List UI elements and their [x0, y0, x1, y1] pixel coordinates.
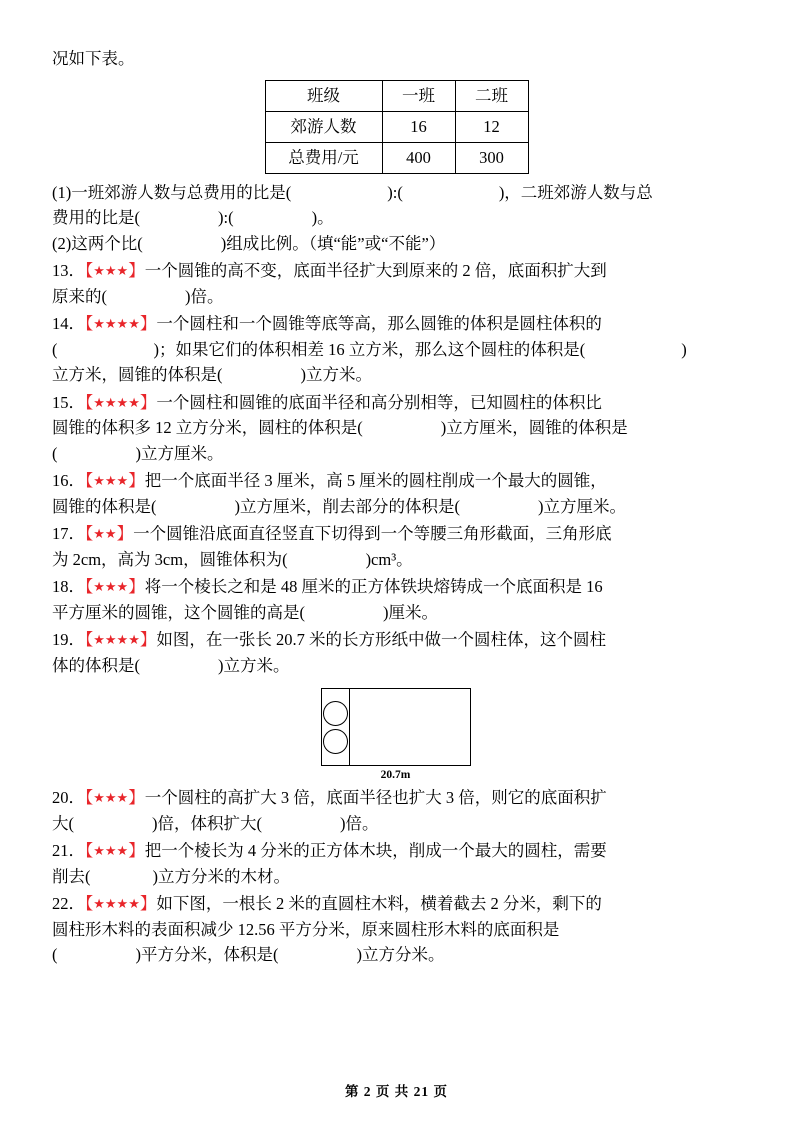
table-cell-class2: 二班	[455, 80, 528, 111]
figure-cylinder-paper	[52, 688, 741, 781]
question-text: 体的体积是(	[52, 655, 140, 675]
table-cell-class1: 16	[382, 111, 455, 142]
sub-question-1-cont	[52, 205, 741, 231]
star-rating: ★★★	[93, 473, 129, 488]
sq1-text-e: ):(	[218, 208, 234, 227]
question-text: 如下图，一根长 2 米的直圆柱木料，横着截去 2 分米，剩下的	[156, 894, 602, 913]
star-rating: ★★★★	[93, 632, 140, 647]
question-13: 13．【★★★】一个圆锥的高不变，底面半径扩大到原来的 2 倍，底面积扩大到 原来的( )倍。	[52, 261, 607, 306]
sq1-text-a: (1)一班郊游人数与总费用的比是(	[52, 182, 292, 202]
divider-line	[349, 689, 351, 765]
question-17: 17．【★★】一个圆锥沿底面直径竖直下切得到一个等腰三角形截面，三角形底 为 2cm，高为 3cm，圆锥体积为( )cm³。	[52, 524, 612, 569]
question-text: 一个圆柱和圆锥的底面半径和高分别相等，已知圆柱的体积比	[156, 392, 602, 412]
question-text: )立方米。	[218, 655, 290, 675]
data-table-wrap	[52, 80, 741, 174]
question-16: 16．【★★★】把一个底面半径 3 厘米，高 5 厘米的圆柱削成一个最大的圆锥， 圆锥的体积是( )立方厘米，削去部分的体积是( )立方厘米。	[52, 471, 626, 516]
question-text: 削去(	[52, 866, 91, 886]
question-text: 一个圆柱和一个圆锥等底等高，那么圆锥的体积是圆柱体积的	[156, 314, 602, 333]
figure-body	[321, 688, 473, 781]
table-cell-label: 总费用/元	[265, 142, 382, 173]
question-text: )立方分米。	[356, 945, 445, 964]
question-number: 17．	[52, 524, 85, 543]
question-number: 19．	[52, 630, 85, 649]
question-text: 把一个棱长为 4 分米的正方体木块，削成一个最大的圆柱，需要	[144, 841, 607, 860]
circle-bottom	[323, 729, 348, 754]
question-text: )立方厘米。	[135, 443, 224, 463]
table-row	[265, 142, 528, 173]
question-text: 如图，在一张长 20.7 米的长方形纸中做一个圆柱体，这个圆柱	[156, 630, 606, 649]
sq1-text-f: )。	[311, 208, 334, 227]
sq1-text-c: )，二班郊游人数与总	[498, 182, 653, 202]
star-rating: ★★★★	[93, 394, 140, 410]
question-text: 一个圆锥沿底面直径竖直下切得到一个等腰三角形截面，三角形底	[133, 524, 612, 543]
question-21: 21．【★★★】把一个棱长为 4 分米的正方体木块，削成一个最大的圆柱，需要 削去( )立方分米的木材。	[52, 841, 607, 886]
question-text: 一个圆柱的高扩大 3 倍，底面半径也扩大 3 倍，则它的底面积扩	[144, 788, 607, 807]
star-rating: ★★★	[93, 790, 129, 805]
sub-question-2	[52, 231, 741, 257]
question-text: )立方厘米。	[538, 496, 626, 516]
question-text: (	[52, 443, 58, 463]
question-text: 圆柱形木料的表面积减少 12.56 平方分米，原来圆柱形木料的底面积是	[52, 919, 560, 939]
question-text: )；如果它们的体积相差 16 立方米，那么这个圆柱的体积是(	[153, 339, 586, 359]
page-footer: 第 2 页 共 21 页	[344, 1084, 449, 1099]
question-18: 18．【★★★】将一个棱长之和是 48 厘米的正方体铁块熔铸成一个底面积是 16 平方厘米的圆锥，这个圆锥的高是( )厘米。	[52, 577, 603, 622]
question-text: )立方分米的木材。	[152, 866, 290, 886]
table-row	[265, 111, 528, 142]
star-rating: ★★★	[93, 579, 129, 594]
question-text: 平方厘米的圆锥，这个圆锥的高是(	[52, 602, 305, 622]
question-text: 圆锥的体积多 12 立方分米，圆柱的体积是(	[52, 418, 363, 437]
question-text: )平方分米，体积是(	[135, 945, 279, 964]
table-row	[265, 80, 528, 111]
question-14: 14．【★★★★】一个圆柱和一个圆锥等底等高，那么圆锥的体积是圆柱体积的 ( )；如果它们的体积相差 16 立方米，那么这个圆柱的体积是( ) 立方米，圆锥的体积是( )立方米。	[52, 314, 687, 384]
sub-question-1	[52, 180, 741, 206]
question-15: 15．【★★★★】一个圆柱和圆锥的底面半径和高分别相等，已知圆柱的体积比 圆锥的体积多 12 立方分米，圆柱的体积是( )立方厘米，圆锥的体积是 ( )立方厘米。	[52, 392, 628, 463]
question-text: )	[681, 339, 687, 359]
star-rating: ★★★★	[93, 896, 140, 911]
question-text: 圆锥的体积是(	[52, 496, 157, 516]
question-text: )倍。	[340, 813, 379, 833]
table-cell-class1: 一班	[382, 80, 455, 111]
question-text: )立方米。	[300, 365, 372, 384]
star-rating: ★★★★	[93, 316, 140, 331]
question-text: )倍。	[185, 286, 224, 306]
question-20: 20．【★★★】一个圆柱的高扩大 3 倍，底面半径也扩大 3 倍，则它的底面积扩 大( )倍，体积扩大( )倍。	[52, 788, 607, 833]
question-number: 20．	[52, 788, 85, 807]
question-text: )倍，体积扩大(	[152, 813, 262, 833]
question-text: 大(	[52, 813, 74, 833]
table-cell-class2: 12	[455, 111, 528, 142]
question-text: 将一个棱长之和是 48 厘米的正方体铁块熔铸成一个底面积是 16	[144, 577, 603, 596]
question-number: 22．	[52, 894, 85, 913]
table-cell-label: 班级	[265, 80, 382, 111]
star-rating: ★★★	[93, 263, 129, 278]
question-text: 一个圆锥的高不变，底面半径扩大到原来的 2 倍，底面积扩大到	[144, 261, 607, 280]
top-line: 况如下表。	[52, 49, 135, 68]
question-number: 15．	[52, 392, 85, 412]
data-table	[265, 80, 529, 174]
question-22: 22．【★★★★】如下图，一根长 2 米的直圆柱木料，横着截去 2 分米，剩下的 圆柱形木料的表面积减少 12.56 平方分米，原来圆柱形木料的底面积是 ( )平方分米，体积是( )立方分米。	[52, 894, 602, 964]
question-text: (	[52, 339, 58, 359]
sq1-text-b: ):(	[387, 182, 403, 202]
question-text: (	[52, 945, 58, 964]
sq2-text-a: (2)这两个比(	[52, 233, 143, 253]
question-19: 19．【★★★★】如图，在一张长 20.7 米的长方形纸中做一个圆柱体，这个圆柱 体的体积是( )立方米。	[52, 630, 606, 675]
star-rating: ★★★	[93, 843, 129, 858]
table-cell-class2: 300	[455, 142, 528, 173]
table-cell-class1: 400	[382, 142, 455, 173]
question-text: )立方厘米，圆锥的体积是	[440, 418, 628, 437]
circle-top	[323, 701, 348, 726]
question-number: 21．	[52, 841, 85, 860]
question-number: 13．	[52, 261, 85, 280]
question-text: 为 2cm，高为 3cm，圆锥体积为(	[52, 549, 288, 569]
question-text: )厘米。	[383, 602, 438, 622]
question-text: 把一个底面半径 3 厘米，高 5 厘米的圆柱削成一个最大的圆锥，	[144, 471, 607, 490]
question-text: )cm³。	[365, 549, 413, 569]
sq1-text-d: 费用的比是(	[52, 208, 140, 227]
question-text: 原来的(	[52, 286, 107, 306]
question-number: 14．	[52, 314, 85, 333]
sq2-text-b: )组成比例。（填“能”或“不能”）	[220, 233, 446, 253]
question-text: 立方米，圆锥的体积是(	[52, 365, 223, 384]
rectangle-shape	[321, 688, 471, 766]
star-rating: ★★	[93, 526, 117, 541]
question-number: 18．	[52, 577, 85, 596]
question-number: 16．	[52, 471, 85, 490]
question-text: )立方厘米，削去部分的体积是(	[234, 496, 460, 516]
table-cell-label: 郊游人数	[265, 111, 382, 142]
figure-label: 20.7m	[380, 769, 411, 781]
